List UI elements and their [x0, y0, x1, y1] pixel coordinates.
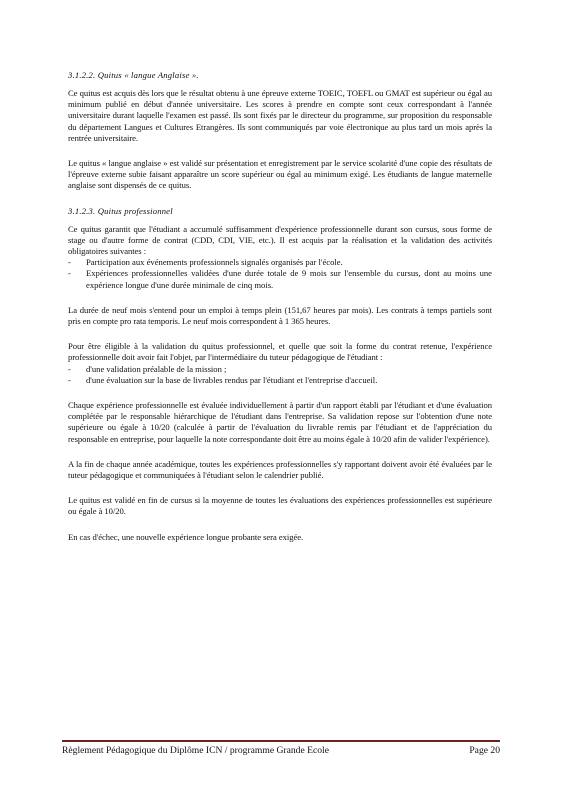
list-item-text: d'une évaluation sur la base de livrables rendus par l'étudiant et l'entreprise d'accueil.: [86, 374, 378, 385]
section-heading-quitus-professionnel: 3.1.2.3. Quitus professionnel: [68, 205, 173, 216]
list-item-text: Expériences professionnelles validées d'une durée totale de 9 mois sur l'ensemble du cursus, dont au moins une expérience longue d'une durée minimale de cinq mois.: [86, 268, 492, 290]
bullet-dash: -: [68, 268, 71, 279]
bullet-list-activites: [68, 257, 492, 291]
bullet-list-validation: [68, 364, 492, 386]
footer-title: Règlement Pédagogique du Diplôme ICN / programme Grande Ecole: [62, 745, 329, 756]
paragraph-quitus-anglais-1: Ce quitus est acquis dès lors que le résultat obtenu à une épreuve externe TOEIC, TOEFL ou GMAT est supérieur ou égal au minimum publié en début d'année universitaire. Les scores à prendre en compte sont ceux correspondant à l'année universitaire durant laquelle l'examen est passé. Ils sont fixés par le directeur du programme, sur proposition du responsable du département Langues et Cultures Etrangères. Ils sont communiqués par voie électronique au plus tard un mois après la rentrée universitaire.: [68, 88, 492, 143]
list-item: [68, 375, 492, 386]
paragraph-echec: En cas d'échec, une nouvelle expérience longue probante sera exigée.: [68, 531, 304, 542]
list-item-text: Participation aux événements professionnels signalés organisés par l'école.: [86, 257, 343, 268]
paragraph-fin-annee: A la fin de chaque année académique, toutes les expériences professionnelles s'y rapportant doivent avoir été évaluées par le tuteur pédagogique et communiquées à l'étudiant selon le calendrier publié.: [68, 458, 492, 481]
paragraph-quitus-pro-intro: Ce quitus garantit que l'étudiant a accumulé suffisamment d'expérience professionnelle durant son cursus, sous forme de stage ou d'autre forme de contrat (CDD, CDI, VIE, etc.). Il est acquis par la réalisation et la validation des activités obligatoires suivantes :: [68, 223, 492, 257]
paragraph-quitus-anglais-2: Le quitus « langue anglaise » est validé sur présentation et enregistrement par le service scolarité d'une copie des résultats de l'épreuve externe subie faisant apparaître un score supérieur ou égal au minimum exigé. Les étudiants de langue maternelle anglaise sont dispensés de ce quitus.: [68, 158, 492, 191]
section-heading-quitus-anglais: 3.1.2.2. Quitus « langue Anglaise ».: [68, 70, 199, 80]
list-item: [68, 257, 492, 268]
footer-divider: [62, 740, 500, 742]
page-footer: [62, 745, 500, 756]
page-number: Page 20: [469, 745, 500, 756]
bullet-dash: -: [68, 374, 71, 385]
paragraph-duree: La durée de neuf mois s'entend pour un emploi à temps plein (151,67 heures par mois). Les contrats à temps partiels sont pris en compte pro rata temporis. Le neuf mois correspondent à 1 365 heures.: [68, 304, 492, 327]
list-item: [68, 268, 492, 290]
bullet-dash: -: [68, 257, 71, 268]
paragraph-validation-cursus: Le quitus est validé en fin de cursus si la moyenne de toutes les évaluations des expériences professionnelles est supérieure ou égale à 10/20.: [68, 495, 492, 517]
list-item: [68, 364, 492, 375]
bullet-dash: -: [68, 363, 71, 374]
list-item-text: d'une validation préalable de la mission ;: [86, 363, 227, 374]
paragraph-evaluation: Chaque expérience professionnelle est évaluée individuellement à partir d'un rapport établi par l'étudiant et d'une évaluation complétée par le responsable hiérarchique de l'étudiant dans l'entreprise. Sa validation repose sur l'obtention d'une note supérieure ou égale à 10/20 (calculée à partir de l'évaluation du livrable remis par l'étudiant et de l'appréciation du responsable en entreprise, pour laquelle la note correspondante doit être au moins égale à 10/20 afin de valider l'expérience).: [68, 400, 492, 444]
paragraph-eligibilite: Pour être éligible à la validation du quitus professionnel, et quelle que soit la forme du contrat retenue, l'expérience professionnelle doit avoir fait l'objet, par l'intermédiaire du tuteur pédagogique de l'étudiant :: [68, 341, 492, 363]
document-page: [68, 70, 492, 557]
